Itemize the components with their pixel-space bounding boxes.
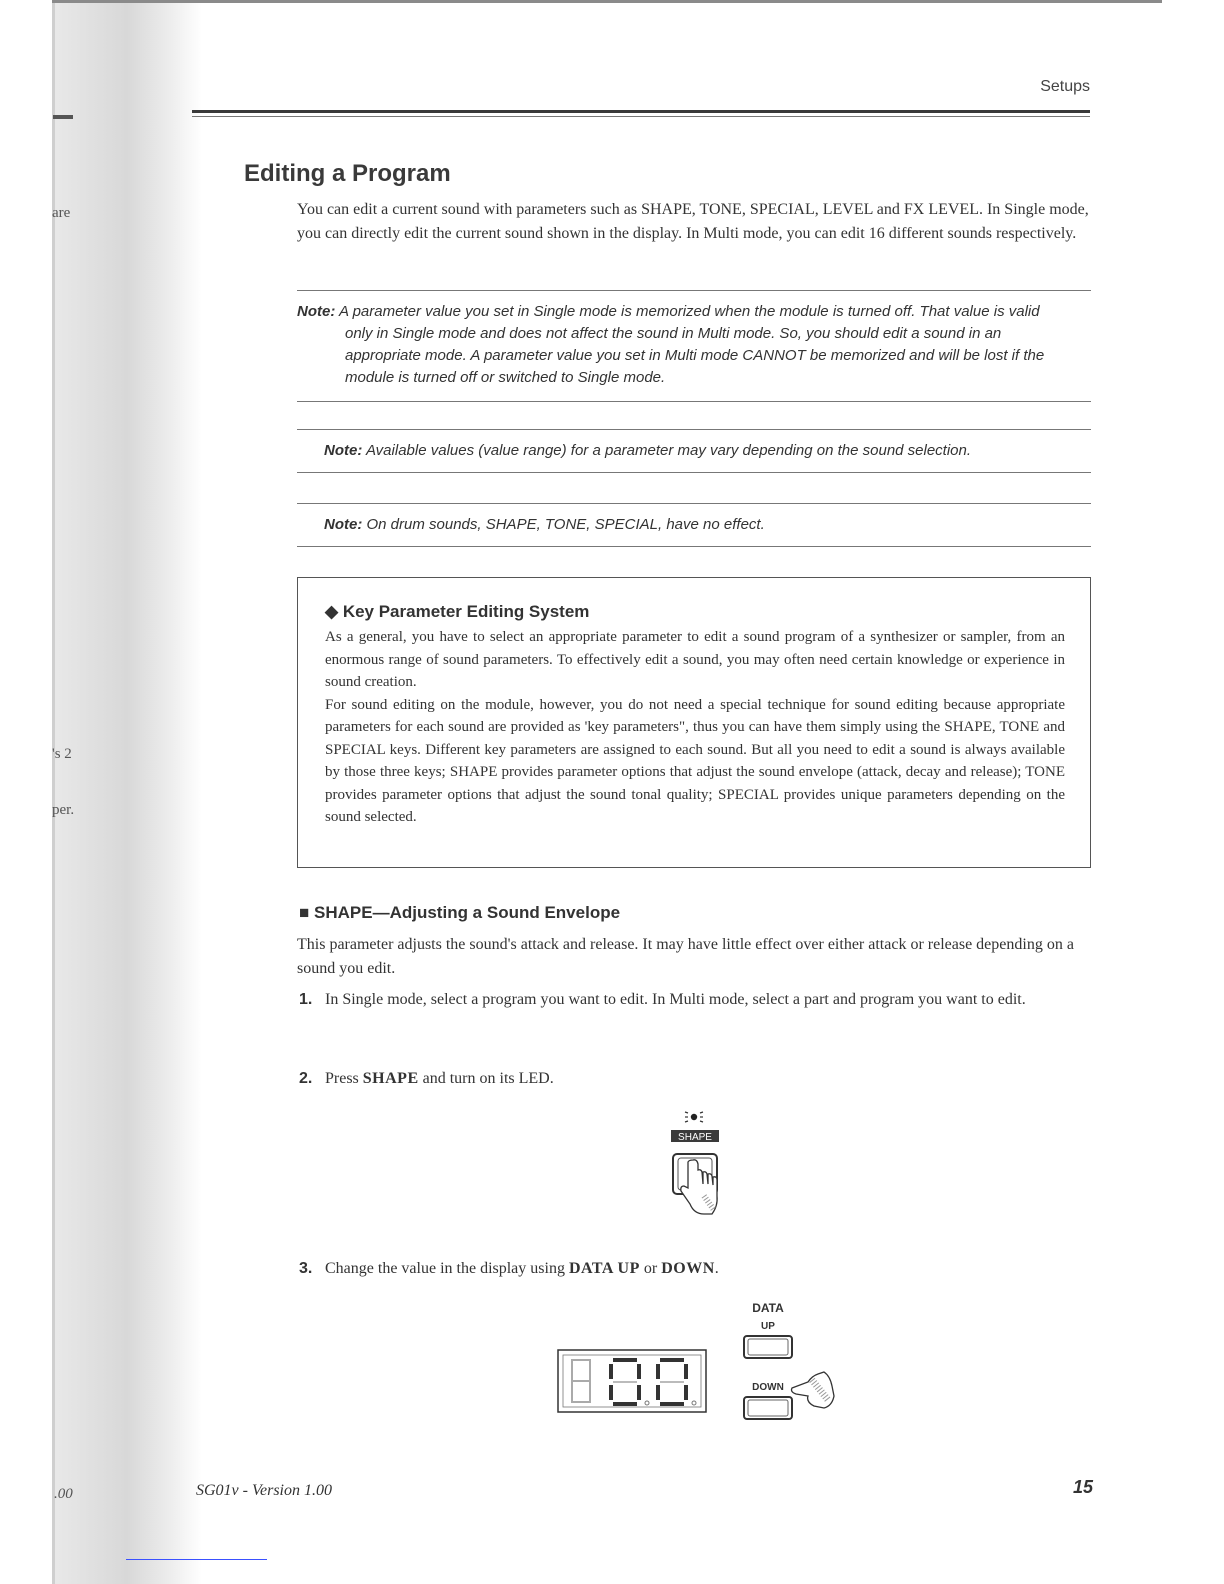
step-2 xyxy=(299,1067,1099,1091)
note-text xyxy=(297,504,1091,546)
note-body: On drum sounds, SHAPE, TONE, SPECIAL, have no effect. xyxy=(366,516,765,533)
key-parameter-heading: Key Parameter Editing System xyxy=(342,602,590,621)
key-name: DOWN xyxy=(661,1260,715,1277)
margin-tick xyxy=(53,115,73,119)
key-parameter-body xyxy=(325,626,1065,829)
top-edge xyxy=(52,0,1162,3)
up-label: UP xyxy=(761,1321,775,1332)
note-rule xyxy=(297,401,1091,402)
key-parameter-paragraph: For sound editing on the module, however, you do not need a special technique for sound editing because appropriate parameters for each sound are provided as 'key parameters", thus you can have them simply using the SHAPE, TONE and SPECIAL keys. Different key parameters are assigned to each sound. But all you need to edit a sound is always available by those three keys; SHAPE provides parameter options that adjust the sound envelope (attack, decay and release); TONE provides parameter options that adjust the sound tonal quality; SPECIAL provides unique parameters depending on the sound selected. xyxy=(325,696,1065,825)
running-header: Setups xyxy=(1040,78,1090,95)
key-name: SHAPE xyxy=(362,1070,419,1087)
down-label: DOWN xyxy=(752,1382,784,1393)
header-rule-thin xyxy=(192,116,1090,117)
binding-edge xyxy=(52,0,55,1584)
shape-key-illustration xyxy=(664,1106,728,1218)
note-body: Available values (value range) for a parameter may vary depending on the sound selection. xyxy=(365,442,972,459)
step-number: 2. xyxy=(299,1070,313,1087)
step-text: Press SHAPE and turn on its LED. xyxy=(325,1070,554,1087)
key-parameter-box xyxy=(297,577,1091,868)
shape-key-label: SHAPE xyxy=(678,1132,712,1143)
note-rule xyxy=(297,472,1091,473)
binding-shadow xyxy=(52,0,202,1584)
key-parameter-paragraph: As a general, you have to select an appropriate parameter to edit a sound program of a synthesizer or sampler, from an enormous range of sound parameters. To effectively edit a sound, you may often need certain knowledge or experience in sound creation. xyxy=(325,629,1065,690)
section-title: Editing a Program xyxy=(244,160,451,187)
scan-artifact-line xyxy=(126,1559,267,1560)
margin-fragment: per. xyxy=(52,802,75,818)
note-text xyxy=(297,291,1091,399)
pointing-hand-icon xyxy=(792,1372,835,1408)
step-number: 1. xyxy=(299,991,313,1008)
step-text: Change the value in the display using DATA UP or DOWN. xyxy=(325,1260,719,1277)
intro-paragraph: You can edit a current sound with parameters such as SHAPE, TONE, SPECIAL, LEVEL and FX LEVEL. In Single mode, you can directly edit the current sound shown in the display. In Multi mode, you can edit 16 different sounds respectively. xyxy=(297,201,1089,242)
margin-fragment: 's 2 xyxy=(52,746,72,762)
note-label: Note: xyxy=(324,442,363,459)
data-display-illustration xyxy=(556,1296,846,1426)
data-group-label: DATA xyxy=(752,1301,784,1315)
square-bullet-icon: ■ xyxy=(299,903,310,922)
subsection-intro: This parameter adjusts the sound's attack and release. It may have little effect over either attack or release depending on a sound you edit. xyxy=(297,936,1074,977)
note-label: Note: xyxy=(324,516,363,533)
note-label: Note: xyxy=(297,303,336,320)
note-box xyxy=(297,503,1091,547)
led-icon xyxy=(685,1112,703,1122)
subsection-heading: SHAPE—Adjusting a Sound Envelope xyxy=(314,903,621,922)
key-parameter-title xyxy=(325,602,589,622)
page-number: 15 xyxy=(1072,1477,1093,1497)
diamond-bullet-icon: ◆ xyxy=(325,602,339,621)
note-text xyxy=(297,430,1091,472)
margin-fragment: .00 xyxy=(54,1486,73,1502)
margin-fragment: are xyxy=(52,205,71,221)
note-rule xyxy=(297,546,1091,547)
step-text: In Single mode, select a program you want to edit. In Multi mode, select a part and program you want to edit. xyxy=(325,991,1026,1008)
footer-manual-version: SG01v - Version 1.00 xyxy=(196,1482,332,1499)
header-rule xyxy=(192,110,1090,113)
note-box xyxy=(297,290,1091,402)
step-1 xyxy=(299,988,1099,1012)
subsection-title xyxy=(299,903,620,923)
note-body: A parameter value you set in Single mode is memorized when the module is turned off. That value is valid only in Single mode and does not affect the sound in Multi mode. So, you should edit a sound in an appropriate mode. A parameter value you set in Multi mode CANNOT be memorized and will be lost if the module is turned off or switched to Single mode. xyxy=(338,303,1045,386)
step-number: 3. xyxy=(299,1260,313,1277)
note-box xyxy=(297,429,1091,473)
step-3 xyxy=(299,1257,1099,1281)
page-margin xyxy=(0,0,52,1584)
key-name: DATA UP xyxy=(568,1260,640,1277)
